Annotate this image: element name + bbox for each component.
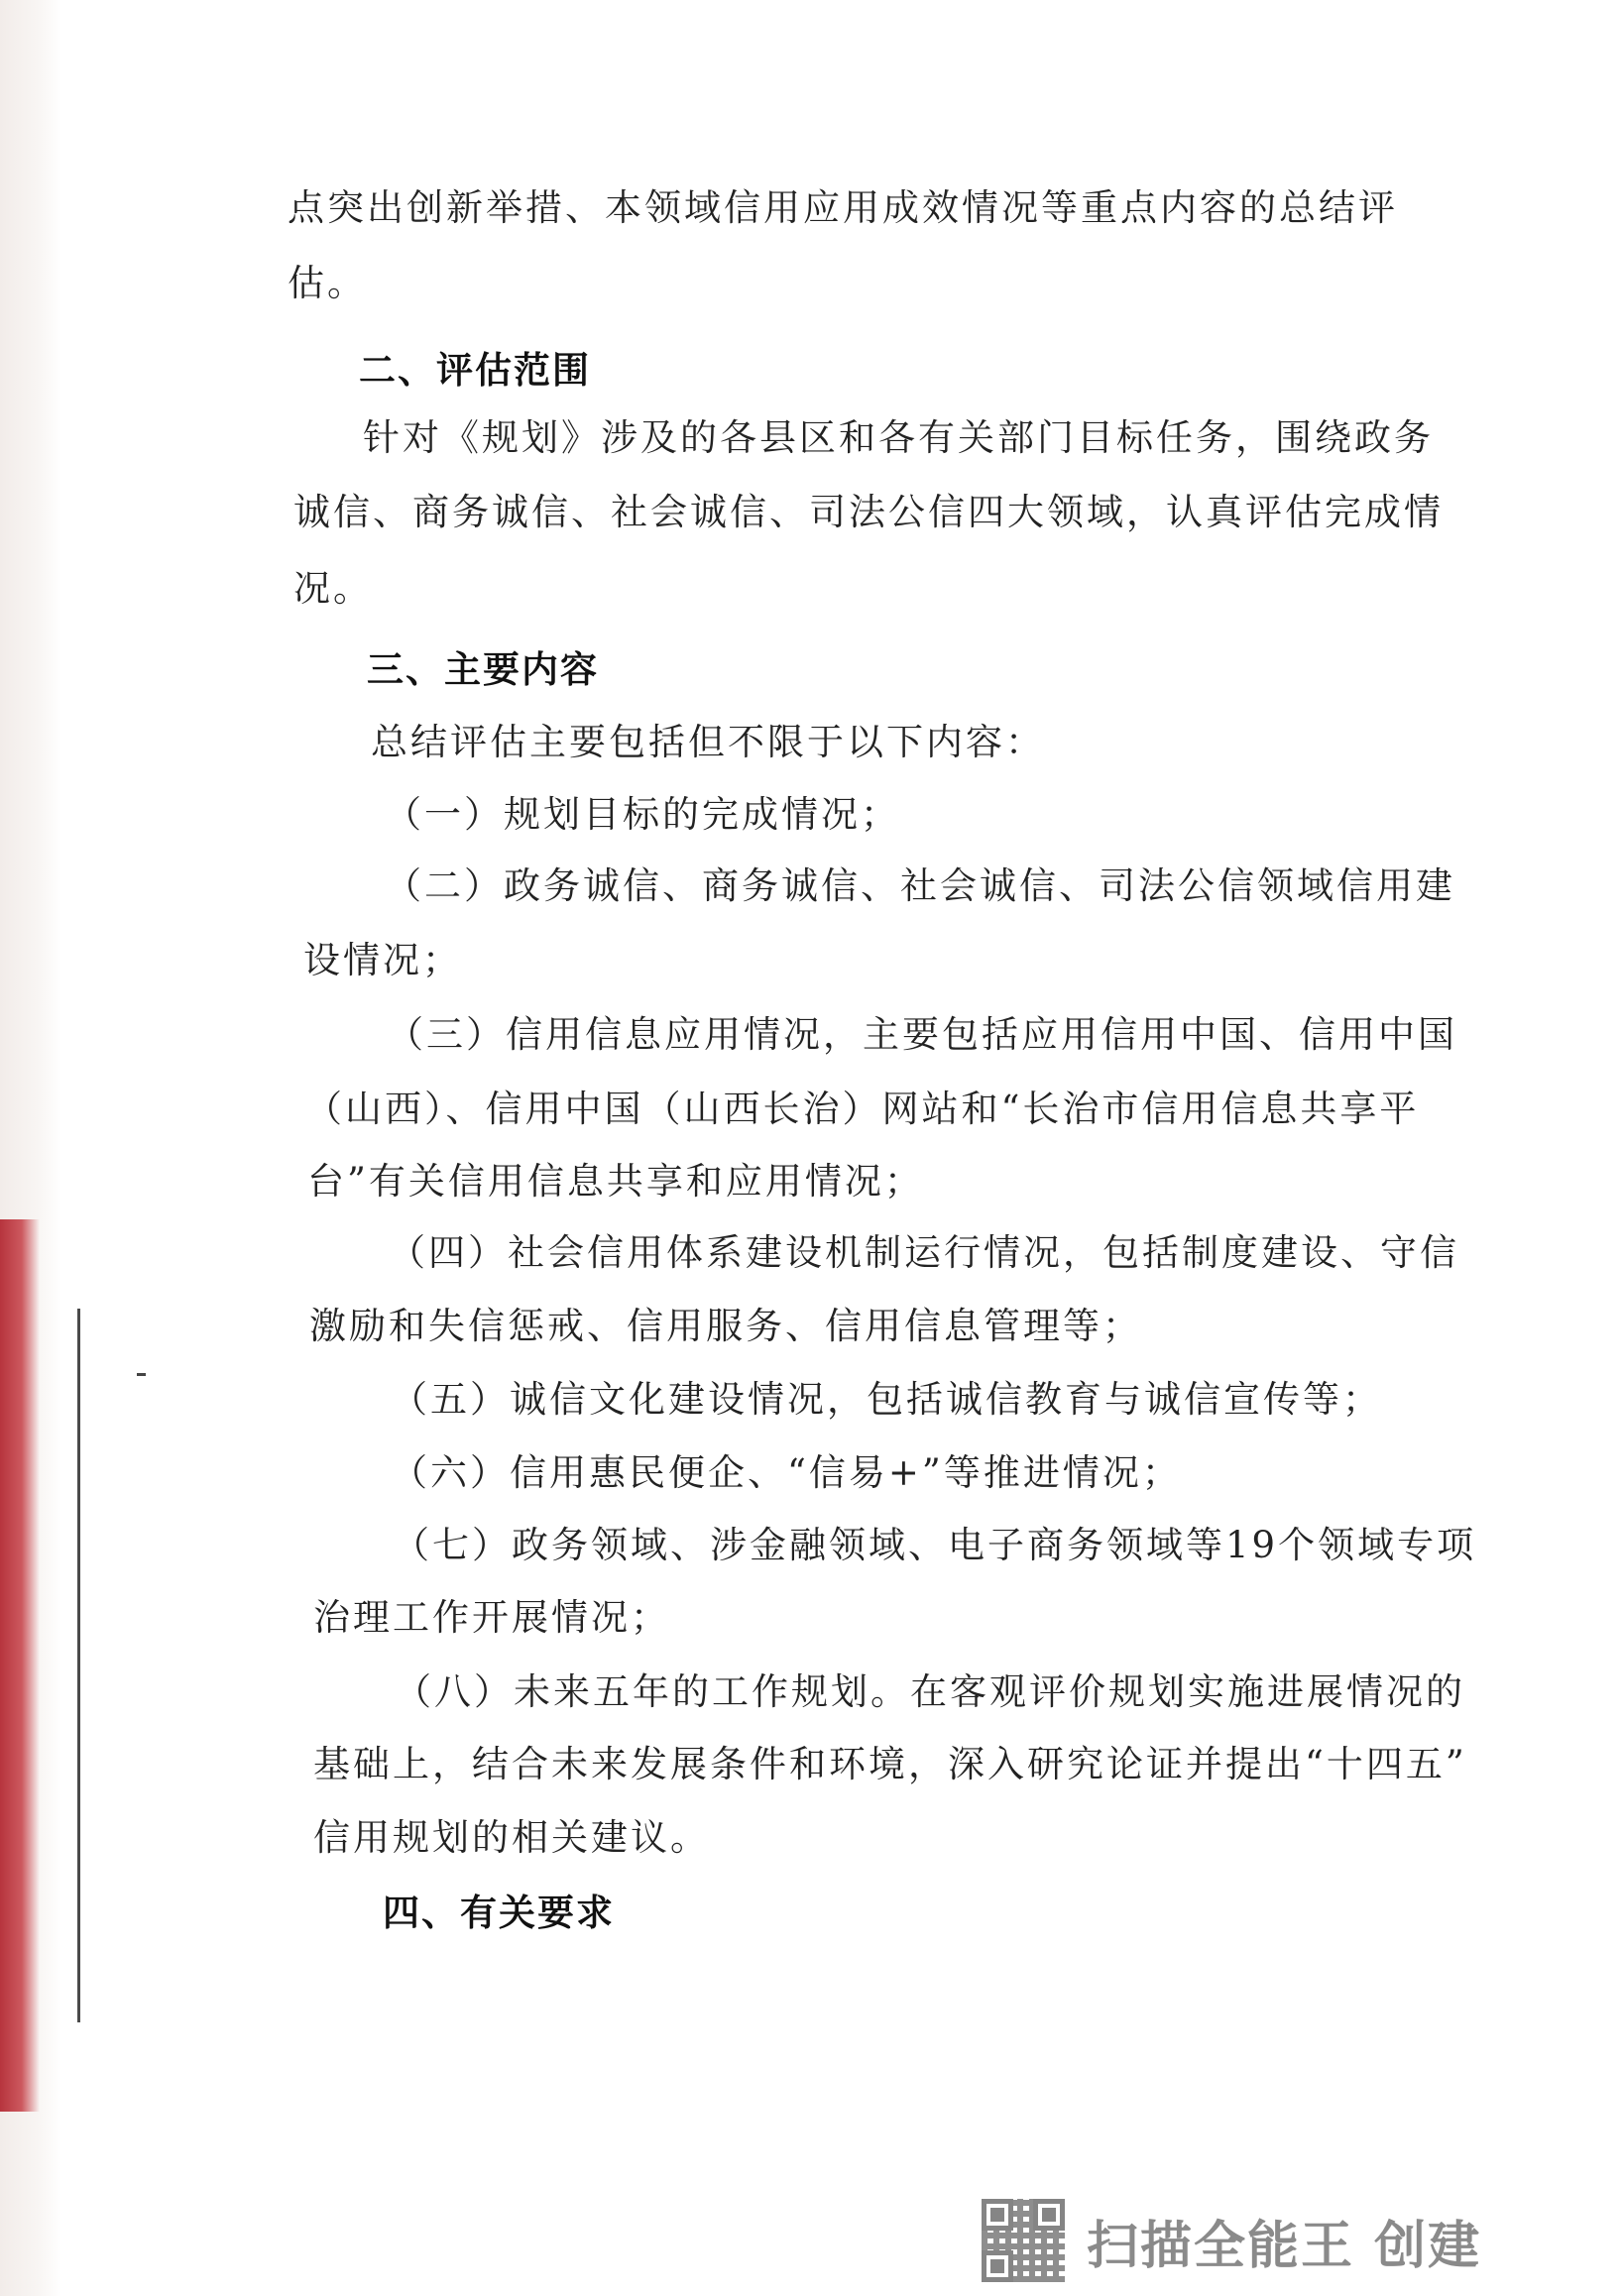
paragraph-line: 诚信、商务诚信、社会诚信、司法公信四大领域，认真评估完成情 — [293, 491, 1444, 533]
section-heading-scope: 二、评估范围 — [359, 349, 591, 392]
list-item: （五）诚信文化建设情况，包括诚信教育与诚信宣传等； — [391, 1378, 1382, 1421]
list-item: （三）信用信息应用情况，主要包括应用信用中国、信用中国 — [387, 1013, 1457, 1056]
list-item: （一）规划目标的完成情况； — [385, 793, 900, 836]
qr-code-icon — [982, 2199, 1065, 2282]
paragraph-line: 况。 — [293, 567, 373, 610]
list-item-continued: （山西）、信用中国（山西长治）网站和“长治市信用信息共享平 — [305, 1088, 1420, 1130]
list-item: （二）政务诚信、商务诚信、社会诚信、司法公信领域信用建 — [385, 864, 1455, 907]
list-item-continued: 激励和失信惩戒、信用服务、信用信息管理等； — [309, 1305, 1142, 1347]
paragraph-line: 估。 — [288, 262, 367, 304]
list-item-continued: 设情况； — [303, 939, 462, 981]
list-item: （八）未来五年的工作规划。在客观评价规划实施进展情况的 — [395, 1670, 1465, 1713]
list-item-continued: 台”有关信用信息共享和应用情况； — [307, 1160, 924, 1203]
paragraph-line: 针对《规划》涉及的各县区和各有关部门目标任务，围绕政务 — [363, 416, 1434, 459]
list-item-continued: 基础上，结合未来发展条件和环境，深入研究论证并提出“十四五” — [313, 1743, 1467, 1785]
paragraph-line: 点突出创新举措、本领域信用应用成效情况等重点内容的总结评 — [288, 186, 1398, 229]
scanner-watermark — [982, 2196, 1481, 2285]
paragraph-line: 总结评估主要包括但不限于以下内容： — [371, 721, 1045, 763]
list-item-continued: 信用规划的相关建议。 — [313, 1816, 710, 1859]
list-item: （六）信用惠民便企、“信易+”等推进情况； — [391, 1451, 1182, 1494]
list-item: （四）社会信用体系建设机制运行情况，包括制度建设、守信 — [389, 1231, 1459, 1274]
list-item: （七）政务领域、涉金融领域、电子商务领域等19个领域专项 — [393, 1524, 1477, 1566]
watermark-text: 扫描全能王 创建 — [1087, 2216, 1482, 2276]
section-heading-requirements: 四、有关要求 — [383, 1892, 615, 1934]
list-item-continued: 治理工作开展情况； — [313, 1596, 670, 1639]
section-heading-content: 三、主要内容 — [367, 648, 599, 691]
